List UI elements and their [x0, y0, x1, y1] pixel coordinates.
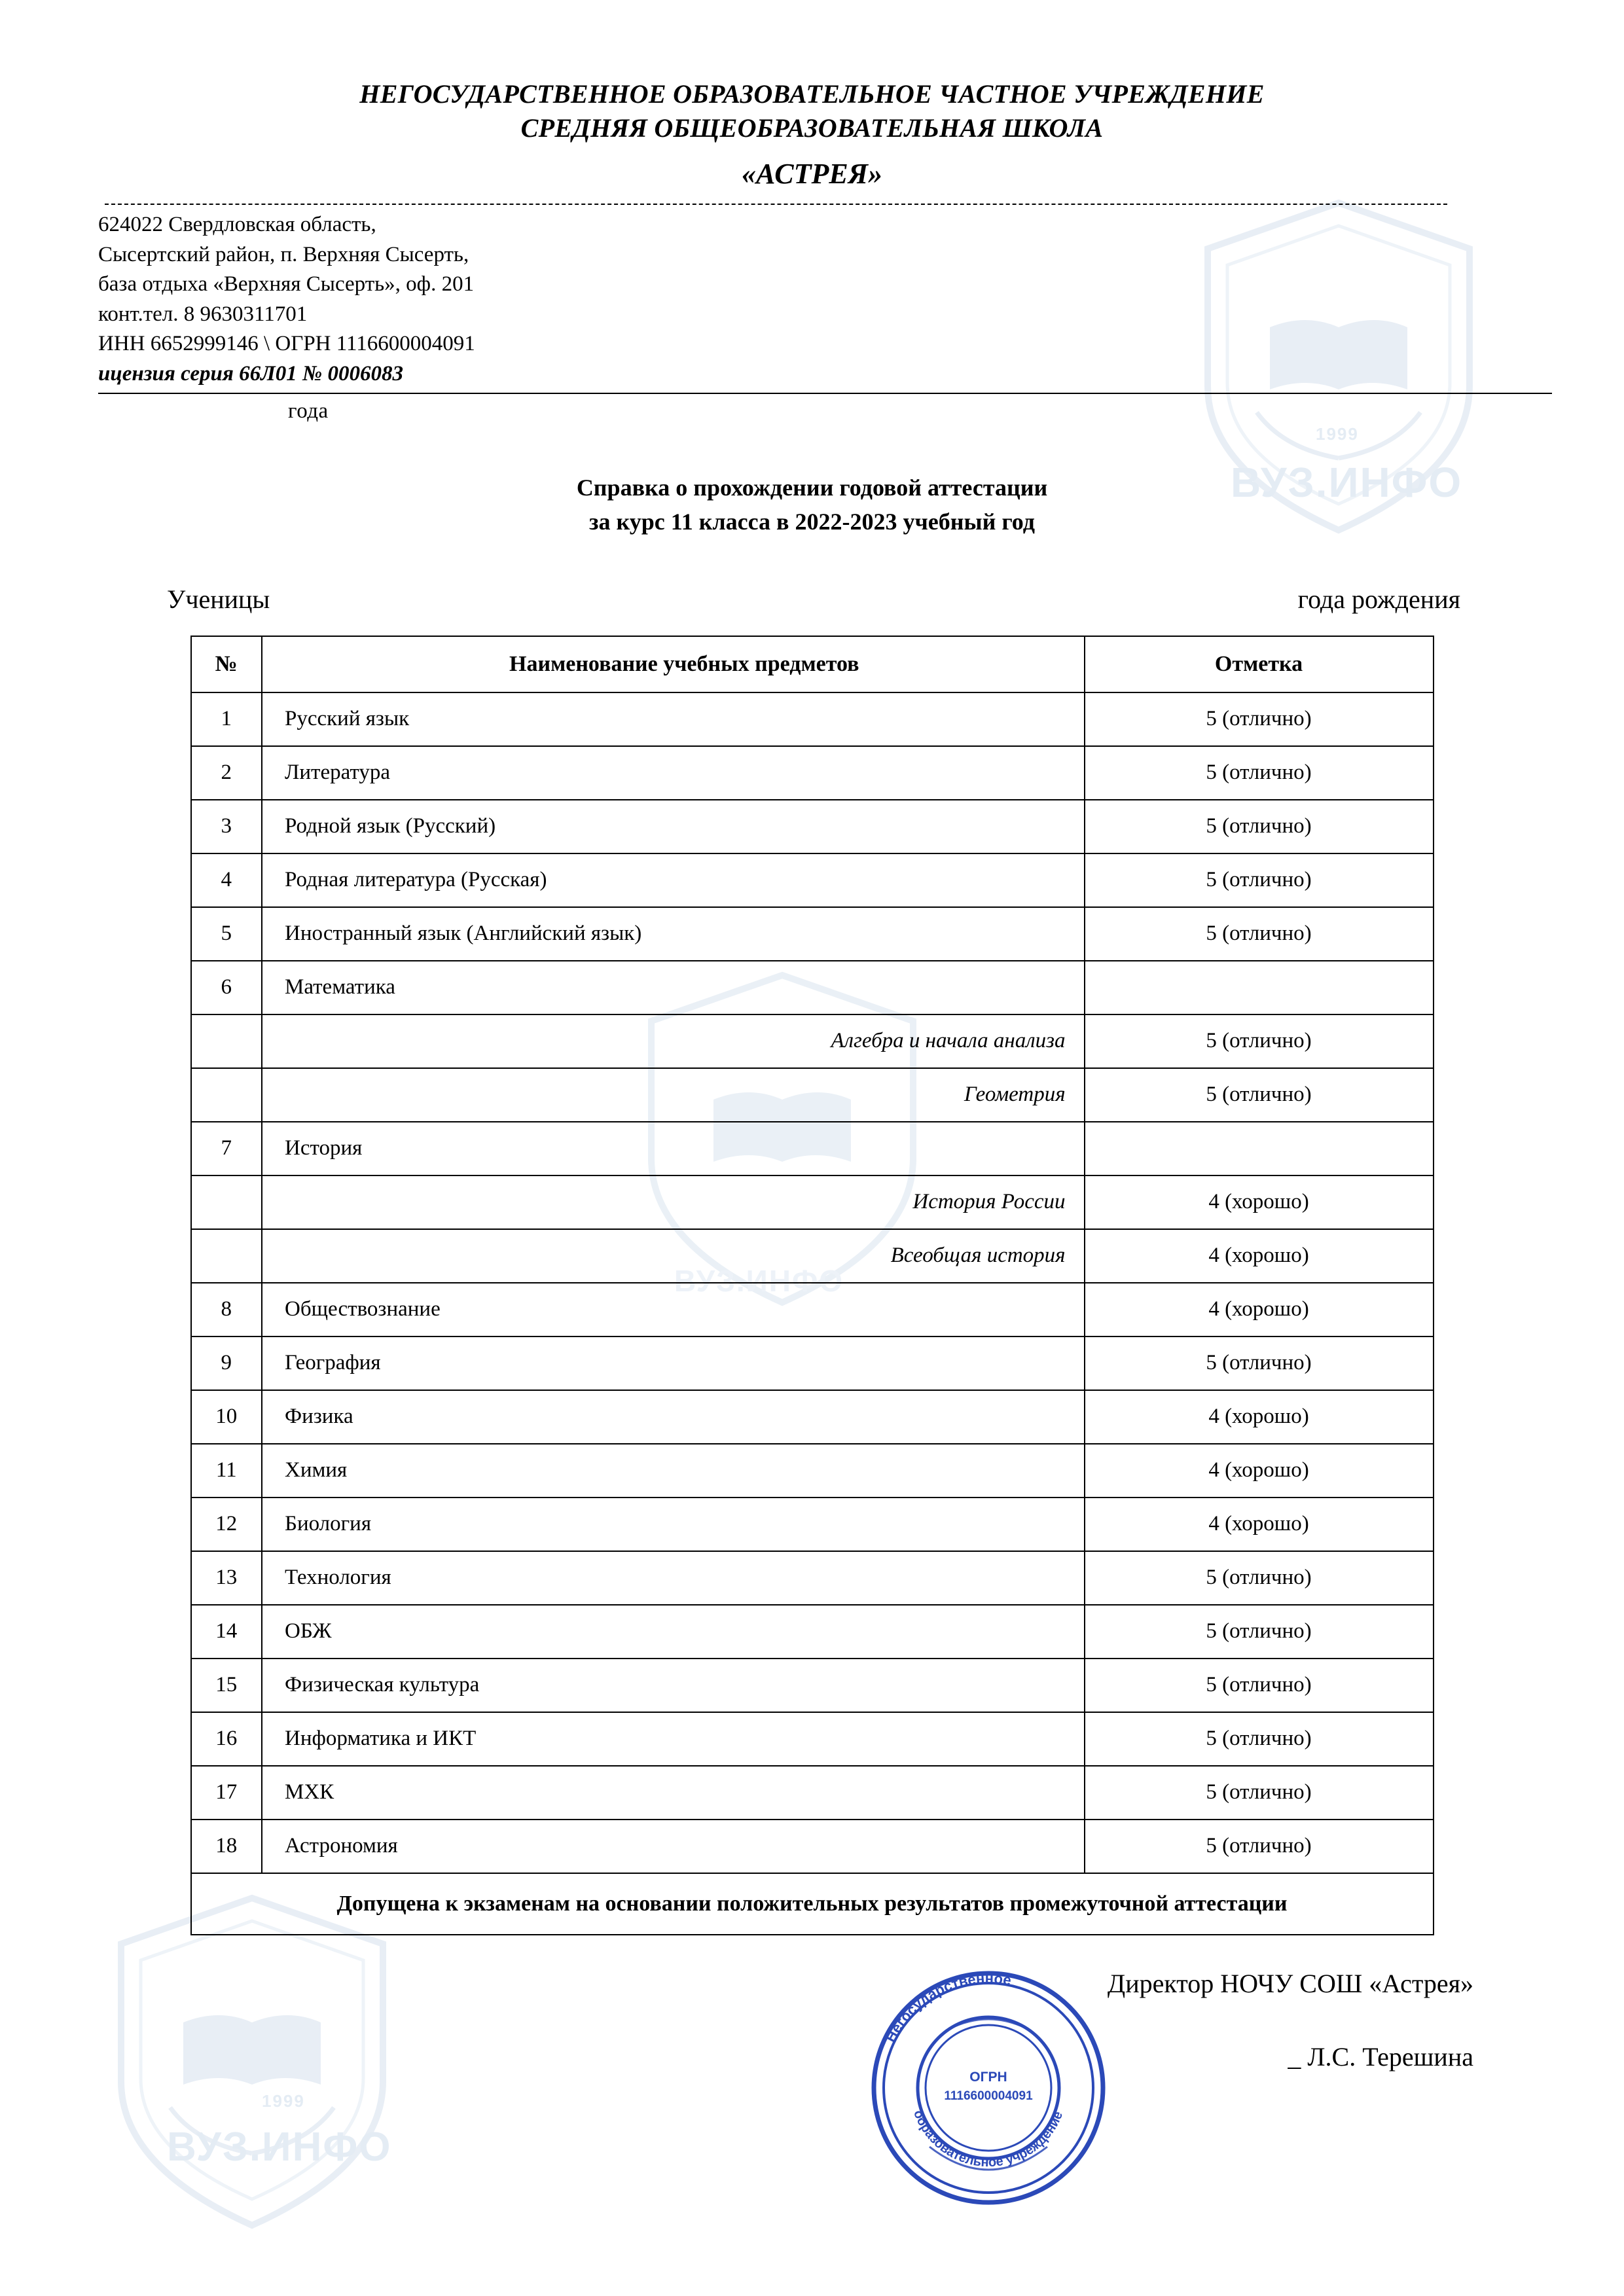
row-mark: 5 (отлично) — [1085, 1659, 1434, 1712]
row-subject: Всеобщая история — [262, 1229, 1085, 1283]
grades-table — [190, 636, 1434, 1935]
row-subject: Геометрия — [262, 1068, 1085, 1122]
signature-block — [0, 1959, 1624, 2082]
address-line-3: база отдыха «Верхняя Сысерть», оф. 201 — [98, 272, 475, 296]
table-header-row — [191, 636, 1434, 692]
row-subject: Алгебра и начала анализа — [262, 1014, 1085, 1068]
row-number: 1 — [191, 692, 262, 746]
grades-table-body — [191, 692, 1434, 1935]
row-mark: 5 (отлично) — [1085, 1336, 1434, 1390]
solid-divider — [98, 393, 1552, 394]
table-row — [191, 853, 1434, 907]
row-mark: 4 (хорошо) — [1085, 1175, 1434, 1229]
row-number: 5 — [191, 907, 262, 961]
row-subject: Литература — [262, 746, 1085, 800]
row-number: 17 — [191, 1766, 262, 1820]
row-mark: 5 (отлично) — [1085, 907, 1434, 961]
date-line — [98, 399, 1624, 423]
row-subject: Обществознание — [262, 1283, 1085, 1336]
table-row — [191, 1068, 1434, 1122]
table-row — [191, 746, 1434, 800]
table-row — [191, 1820, 1434, 1873]
row-subject: Физика — [262, 1390, 1085, 1444]
watermark-year-top: 1999 — [1316, 424, 1359, 444]
row-mark — [1085, 1122, 1434, 1175]
row-mark: 4 (хорошо) — [1085, 1498, 1434, 1551]
table-row — [191, 1336, 1434, 1390]
address-block — [98, 210, 1624, 389]
table-row — [191, 1766, 1434, 1820]
row-number: 13 — [191, 1551, 262, 1605]
table-row — [191, 1659, 1434, 1712]
row-mark: 5 (отлично) — [1085, 1551, 1434, 1605]
watermark-brand-top: ВУЗ.ИНФО — [1231, 459, 1463, 506]
row-number: 7 — [191, 1122, 262, 1175]
row-number — [191, 1229, 262, 1283]
table-row — [191, 1122, 1434, 1175]
row-mark: 4 (хорошо) — [1085, 1390, 1434, 1444]
row-subject: Русский язык — [262, 692, 1085, 746]
row-subject: История — [262, 1122, 1085, 1175]
row-mark: 5 (отлично) — [1085, 853, 1434, 907]
row-number — [191, 1175, 262, 1229]
watermark-year-bottom: 1999 — [262, 2091, 305, 2111]
row-number: 10 — [191, 1390, 262, 1444]
contact-phone: конт.тел. 8 9630311701 — [98, 302, 308, 326]
row-mark: 4 (хорошо) — [1085, 1283, 1434, 1336]
table-footnote-row — [191, 1873, 1434, 1935]
dashed-divider — [105, 204, 1447, 205]
row-subject: Технология — [262, 1551, 1085, 1605]
row-mark: 5 (отлично) — [1085, 1820, 1434, 1873]
row-mark: 5 (отлично) — [1085, 746, 1434, 800]
row-number: 12 — [191, 1498, 262, 1551]
address-line-2: Сысертский район, п. Верхняя Сысерть, — [98, 242, 469, 266]
table-row — [191, 1605, 1434, 1659]
row-number: 9 — [191, 1336, 262, 1390]
row-number: 8 — [191, 1283, 262, 1336]
row-mark: 4 (хорошо) — [1085, 1444, 1434, 1498]
row-number: 4 — [191, 853, 262, 907]
table-row — [191, 1444, 1434, 1498]
table-row — [191, 800, 1434, 853]
table-row — [191, 1498, 1434, 1551]
address-line-1: 624022 Свердловская область, — [98, 213, 376, 236]
row-subject: География — [262, 1336, 1085, 1390]
table-row — [191, 1014, 1434, 1068]
table-row — [191, 961, 1434, 1014]
pupil-suffix: года рождения — [1297, 584, 1460, 614]
title-line-1: Справка о прохождении годовой аттестации — [576, 475, 1048, 501]
admission-note: Допущена к экзаменам на основании положительных результатов промежуточной аттестации — [191, 1873, 1434, 1935]
header-number: № — [191, 636, 262, 692]
row-mark: 5 (отлично) — [1085, 800, 1434, 853]
table-row — [191, 1551, 1434, 1605]
row-subject: Биология — [262, 1498, 1085, 1551]
row-subject: Химия — [262, 1444, 1085, 1498]
pupil-prefix: Ученицы — [167, 584, 270, 614]
row-subject: Астрономия — [262, 1820, 1085, 1873]
row-number: 16 — [191, 1712, 262, 1766]
title-line-2: за курс 11 класса в 2022-2023 учебный год — [589, 509, 1035, 535]
row-number: 3 — [191, 800, 262, 853]
document-title — [0, 471, 1624, 539]
header-mark: Отметка — [1085, 636, 1434, 692]
row-mark: 5 (отлично) — [1085, 1014, 1434, 1068]
table-row — [191, 1390, 1434, 1444]
date-suffix: года — [288, 399, 329, 423]
row-mark: 5 (отлично) — [1085, 1766, 1434, 1820]
inn-ogrn: ИНН 6652999146 \ ОГРН 1116600004091 — [98, 332, 475, 356]
letterhead — [0, 0, 1624, 190]
table-row — [191, 1712, 1434, 1766]
row-subject: Родная литература (Русская) — [262, 853, 1085, 907]
row-subject: Иностранный язык (Английский язык) — [262, 907, 1085, 961]
table-row — [191, 907, 1434, 961]
row-subject: ОБЖ — [262, 1605, 1085, 1659]
watermark-brand-middle: ВУЗ.ИНФО — [674, 1264, 844, 1298]
svg-text:ОГРН: ОГРН — [969, 2070, 1007, 2085]
row-number: 18 — [191, 1820, 262, 1873]
svg-text:Негосударственное: Негосударственное — [882, 1969, 1013, 2045]
row-mark: 5 (отлично) — [1085, 692, 1434, 746]
row-mark: 5 (отлично) — [1085, 1712, 1434, 1766]
row-number: 11 — [191, 1444, 262, 1498]
signer-name: _ Л.С. Терешина — [1288, 2041, 1473, 2072]
institution-name: «АСТРЕЯ» — [741, 158, 882, 190]
row-subject: История России — [262, 1175, 1085, 1229]
row-mark: 5 (отлично) — [1085, 1605, 1434, 1659]
row-subject: Родной язык (Русский) — [262, 800, 1085, 853]
row-number: 14 — [191, 1605, 262, 1659]
row-mark: 5 (отлично) — [1085, 1068, 1434, 1122]
row-subject: Математика — [262, 961, 1085, 1014]
table-row — [191, 692, 1434, 746]
row-subject: Информатика и ИКТ — [262, 1712, 1085, 1766]
svg-text:образовательное учреждение: образовательное учреждение — [911, 2108, 1066, 2170]
row-subject: Физическая культура — [262, 1659, 1085, 1712]
svg-text:1116600004091: 1116600004091 — [944, 2089, 1033, 2103]
row-mark: 4 (хорошо) — [1085, 1229, 1434, 1283]
institution-line-1: НЕГОСУДАРСТВЕННОЕ ОБРАЗОВАТЕЛЬНОЕ ЧАСТНОЕ УЧРЕЖДЕНИЕ — [359, 79, 1265, 109]
signer-position: Директор НОЧУ СОШ «Астрея» — [1107, 1968, 1473, 1998]
institution-line-2: СРЕДНЯЯ ОБЩЕОБРАЗОВАТЕЛЬНАЯ ШКОЛА — [520, 113, 1104, 143]
row-number — [191, 1014, 262, 1068]
row-number: 15 — [191, 1659, 262, 1712]
table-row — [191, 1283, 1434, 1336]
row-number: 2 — [191, 746, 262, 800]
pupil-row — [0, 584, 1624, 615]
table-row — [191, 1229, 1434, 1283]
table-row — [191, 1175, 1434, 1229]
header-subject: Наименование учебных предметов — [262, 636, 1085, 692]
row-subject: МХК — [262, 1766, 1085, 1820]
watermark-brand-bottom: ВУЗ.ИНФО — [167, 2125, 392, 2170]
row-number — [191, 1068, 262, 1122]
license-number: ицензия серия 66Л01 № 0006083 — [98, 361, 403, 386]
row-mark — [1085, 961, 1434, 1014]
row-number: 6 — [191, 961, 262, 1014]
